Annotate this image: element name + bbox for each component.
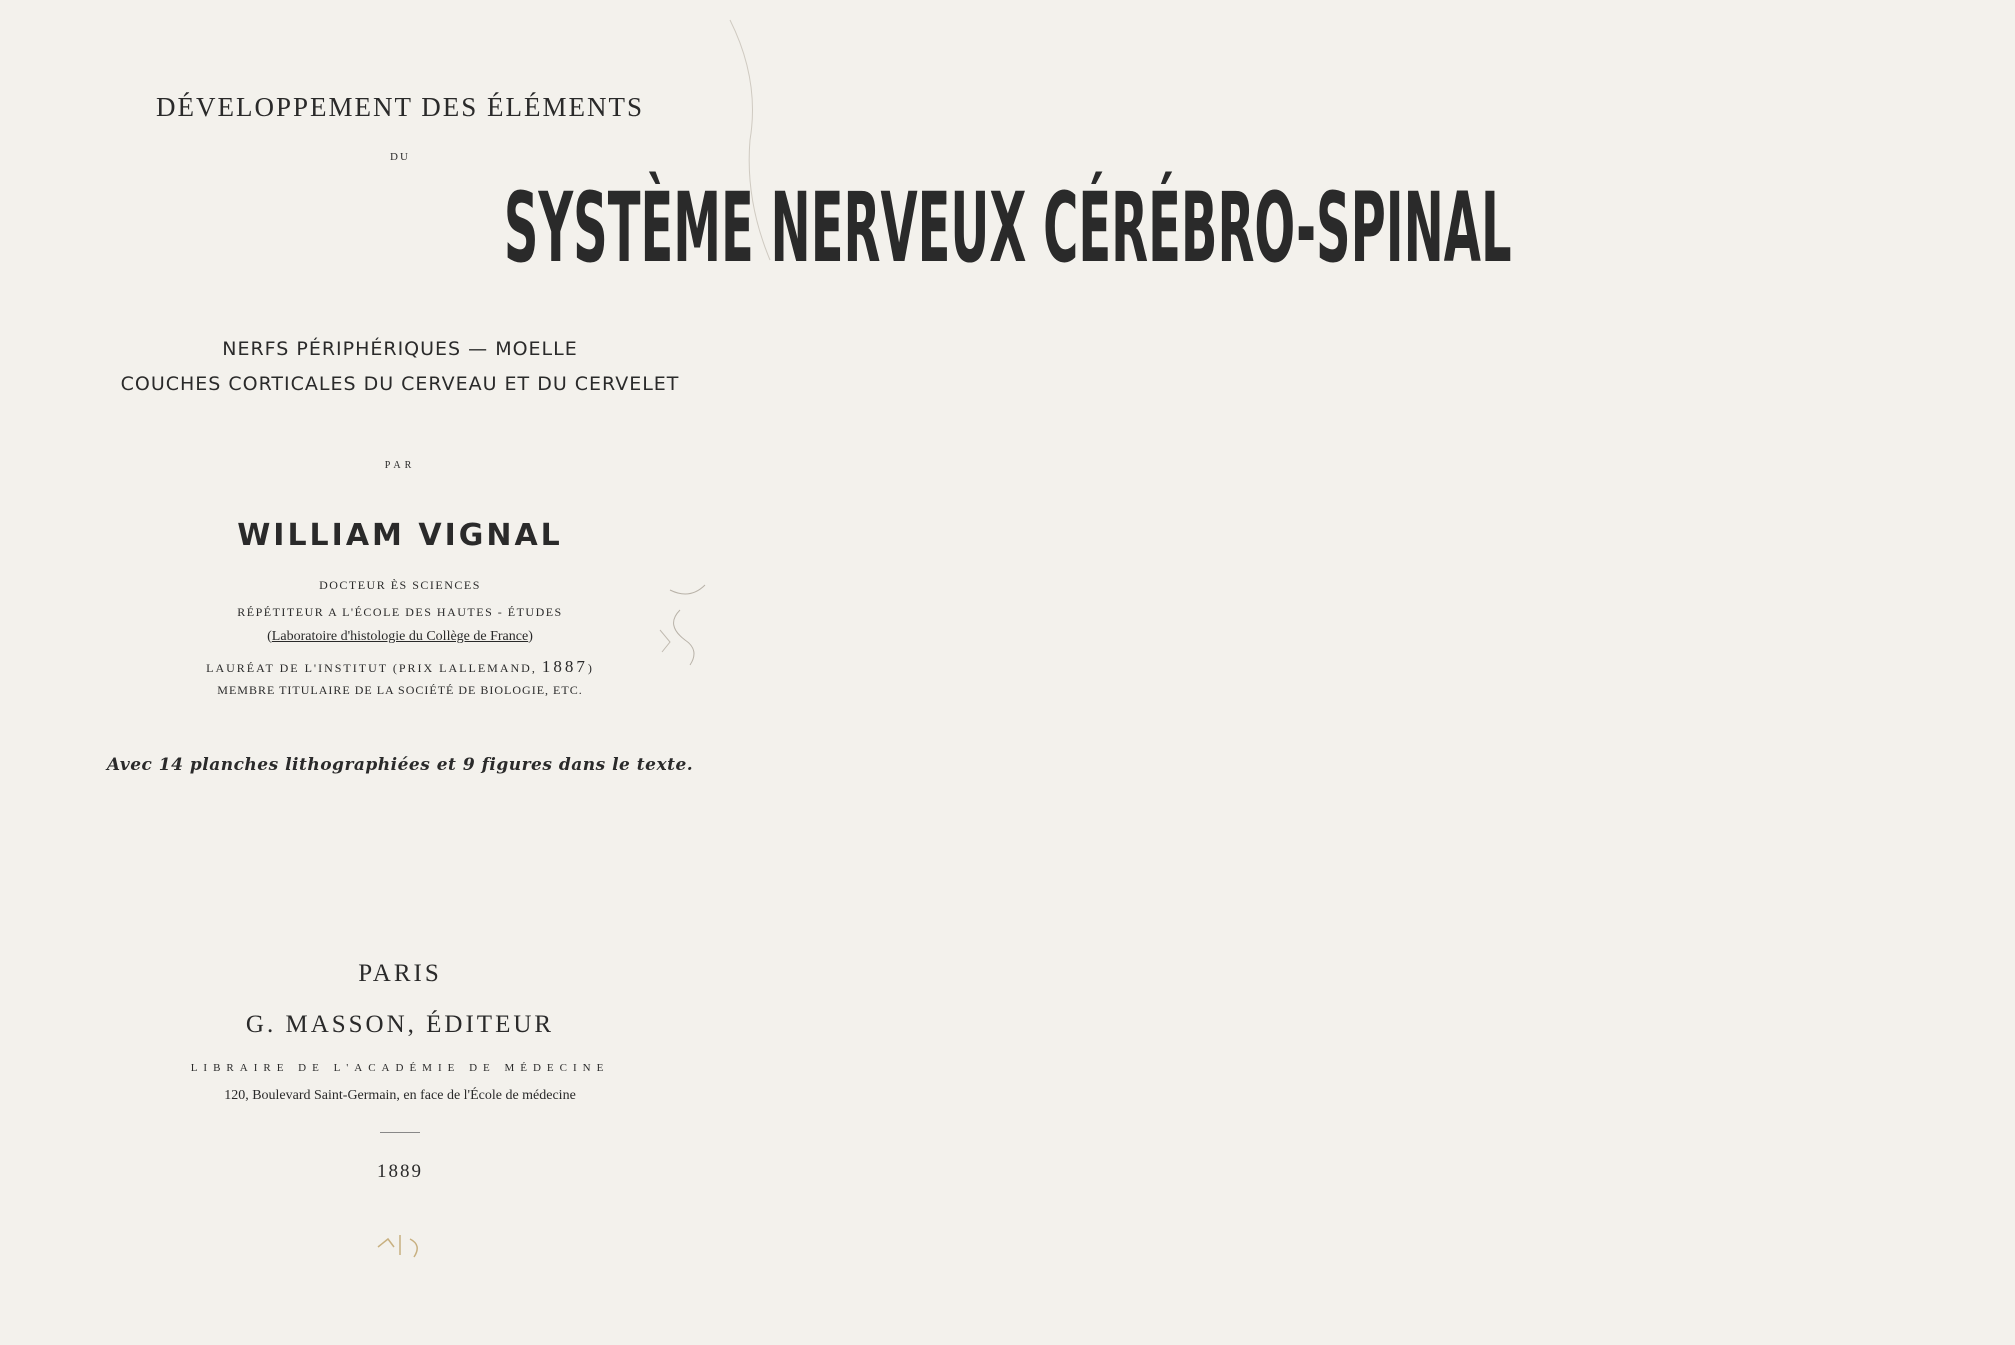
lab-name: Laboratoire d'histologie du Collège de France — [271, 629, 529, 644]
author-degree: DOCTEUR ÈS SCIENCES — [319, 578, 481, 592]
publisher-city: PARIS — [358, 960, 442, 987]
laureate-close: ) — [587, 661, 594, 675]
plates-note: Avec 14 planches lithographiées et 9 figures dans le texte. — [106, 755, 694, 775]
title-line-1: DÉVELOPPEMENT DES ÉLÉMENTS — [156, 92, 644, 122]
author-name: WILLIAM VIGNAL — [237, 518, 563, 553]
laureate-year: 1887 — [541, 657, 588, 676]
by-label: PAR — [384, 460, 416, 471]
author-position: RÉPÉTITEUR A L'ÉCOLE DES HAUTES - ÉTUDES — [237, 605, 563, 619]
divider — [380, 1132, 420, 1133]
title-line-2: DU — [390, 151, 410, 163]
title-line-3 — [0, 172, 1512, 284]
lab-open: ( — [267, 629, 272, 644]
publisher-address: 120, Boulevard Saint-Germain, en face de l'École de médecine — [224, 1088, 576, 1103]
lab-close: ) — [528, 629, 533, 644]
library-stamp-mark — [610, 570, 720, 690]
shelf-mark — [370, 1225, 430, 1265]
fold-mark — [690, 20, 790, 260]
laureate-prefix: LAURÉAT DE L'INSTITUT (PRIX LALLEMAND, — [206, 661, 537, 675]
publication-year: 1889 — [377, 1161, 423, 1182]
publisher-library: LIBRAIRE DE L'ACADÉMIE DE MÉDECINE — [190, 1062, 610, 1074]
author-membership: MEMBRE TITULAIRE DE LA SOCIÉTÉ DE BIOLOGIE, ETC. — [217, 683, 583, 697]
publisher-editor: G. MASSON, ÉDITEUR — [245, 1011, 555, 1038]
title-line-3-text: SYSTÈME NERVEUX CÉRÉBRO-SPINAL — [503, 172, 1512, 284]
subtitle-line-2: COUCHES CORTICALES DU CERVEAU ET DU CERVELET — [120, 373, 680, 395]
subtitle-line-1: NERFS PÉRIPHÉRIQUES — MOELLE — [222, 338, 578, 360]
